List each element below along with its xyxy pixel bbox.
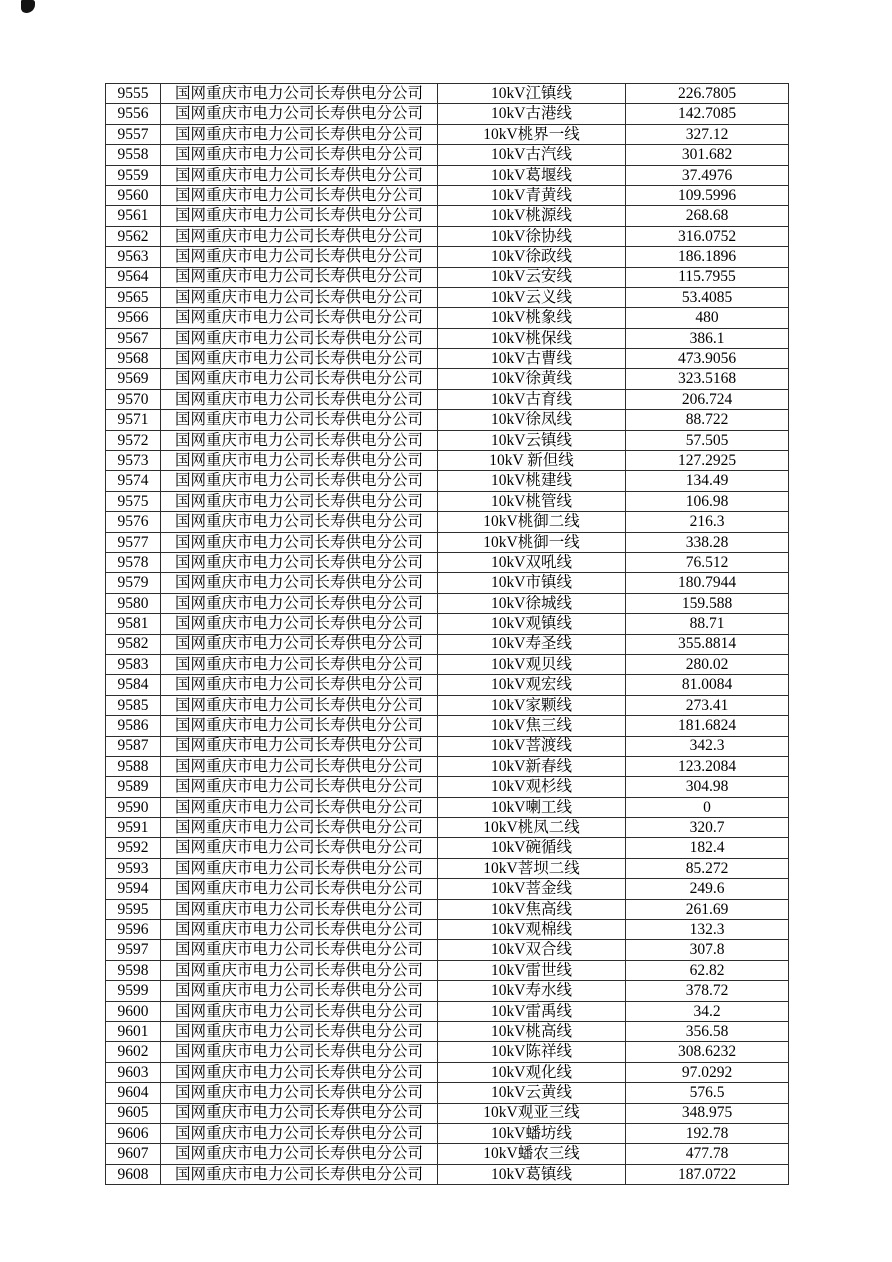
company-cell: 国网重庆市电力公司长寿供电分公司	[161, 84, 438, 104]
value-cell: 187.0722	[626, 1164, 789, 1184]
company-cell: 国网重庆市电力公司长寿供电分公司	[161, 634, 438, 654]
row-id-cell: 9581	[106, 614, 161, 634]
line-name-cell: 10kV云安线	[438, 267, 626, 287]
ink-mark-artifact	[21, 0, 35, 13]
row-id-cell: 9605	[106, 1103, 161, 1123]
row-id-cell: 9571	[106, 410, 161, 430]
table-row	[106, 1144, 789, 1164]
value-cell: 477.78	[626, 1144, 789, 1164]
line-name-cell: 10kV桃建线	[438, 471, 626, 491]
row-id-cell: 9566	[106, 308, 161, 328]
table-row	[106, 1062, 789, 1082]
company-cell: 国网重庆市电力公司长寿供电分公司	[161, 838, 438, 858]
company-cell: 国网重庆市电力公司长寿供电分公司	[161, 1001, 438, 1021]
value-cell: 134.49	[626, 471, 789, 491]
row-id-cell: 9608	[106, 1164, 161, 1184]
value-cell: 316.0752	[626, 226, 789, 246]
row-id-cell: 9601	[106, 1021, 161, 1041]
value-cell: 301.682	[626, 145, 789, 165]
value-cell: 115.7955	[626, 267, 789, 287]
line-name-cell: 10kV古港线	[438, 104, 626, 124]
company-cell: 国网重庆市电力公司长寿供电分公司	[161, 675, 438, 695]
company-cell: 国网重庆市电力公司长寿供电分公司	[161, 736, 438, 756]
line-name-cell: 10kV陈祥线	[438, 1042, 626, 1062]
line-name-cell: 10kV云黄线	[438, 1083, 626, 1103]
company-cell: 国网重庆市电力公司长寿供电分公司	[161, 389, 438, 409]
row-id-cell: 9579	[106, 573, 161, 593]
table-row	[106, 124, 789, 144]
line-name-cell: 10kV菩坝二线	[438, 858, 626, 878]
value-cell: 304.98	[626, 777, 789, 797]
row-id-cell: 9563	[106, 247, 161, 267]
value-cell: 307.8	[626, 940, 789, 960]
row-id-cell: 9603	[106, 1062, 161, 1082]
line-name-cell: 10kV菩金线	[438, 879, 626, 899]
table-row	[106, 1123, 789, 1143]
table-row	[106, 818, 789, 838]
line-name-cell: 10kV蟠农三线	[438, 1144, 626, 1164]
company-cell: 国网重庆市电力公司长寿供电分公司	[161, 552, 438, 572]
company-cell: 国网重庆市电力公司长寿供电分公司	[161, 695, 438, 715]
line-name-cell: 10kV焦高线	[438, 899, 626, 919]
row-id-cell: 9598	[106, 960, 161, 980]
table-row	[106, 1103, 789, 1123]
company-cell: 国网重庆市电力公司长寿供电分公司	[161, 593, 438, 613]
value-cell: 320.7	[626, 818, 789, 838]
company-cell: 国网重庆市电力公司长寿供电分公司	[161, 1144, 438, 1164]
row-id-cell: 9606	[106, 1123, 161, 1143]
line-name-cell: 10kV观棉线	[438, 920, 626, 940]
company-cell: 国网重庆市电力公司长寿供电分公司	[161, 1062, 438, 1082]
company-cell: 国网重庆市电力公司长寿供电分公司	[161, 165, 438, 185]
table-row	[106, 491, 789, 511]
row-id-cell: 9599	[106, 981, 161, 1001]
line-name-cell: 10kV葛堰线	[438, 165, 626, 185]
company-cell: 国网重庆市电力公司长寿供电分公司	[161, 614, 438, 634]
value-cell: 0	[626, 797, 789, 817]
line-name-cell: 10kV 新但线	[438, 451, 626, 471]
row-id-cell: 9567	[106, 328, 161, 348]
line-name-cell: 10kV家颗线	[438, 695, 626, 715]
company-cell: 国网重庆市电力公司长寿供电分公司	[161, 920, 438, 940]
row-id-cell: 9572	[106, 430, 161, 450]
table-row	[106, 614, 789, 634]
row-id-cell: 9600	[106, 1001, 161, 1021]
line-name-cell: 10kV桃管线	[438, 491, 626, 511]
company-cell: 国网重庆市电力公司长寿供电分公司	[161, 1164, 438, 1184]
value-cell: 576.5	[626, 1083, 789, 1103]
value-cell: 180.7944	[626, 573, 789, 593]
row-id-cell: 9582	[106, 634, 161, 654]
row-id-cell: 9585	[106, 695, 161, 715]
line-name-cell: 10kV桃高线	[438, 1021, 626, 1041]
line-name-cell: 10kV桃象线	[438, 308, 626, 328]
line-name-cell: 10kV徐黄线	[438, 369, 626, 389]
row-id-cell: 9602	[106, 1042, 161, 1062]
table-row	[106, 1083, 789, 1103]
company-cell: 国网重庆市电力公司长寿供电分公司	[161, 124, 438, 144]
table-row	[106, 104, 789, 124]
company-cell: 国网重庆市电力公司长寿供电分公司	[161, 451, 438, 471]
value-cell: 378.72	[626, 981, 789, 1001]
value-cell: 480	[626, 308, 789, 328]
value-cell: 261.69	[626, 899, 789, 919]
row-id-cell: 9584	[106, 675, 161, 695]
line-name-cell: 10kV桃源线	[438, 206, 626, 226]
line-name-cell: 10kV云镇线	[438, 430, 626, 450]
row-id-cell: 9583	[106, 654, 161, 674]
value-cell: 192.78	[626, 1123, 789, 1143]
table-row	[106, 858, 789, 878]
row-id-cell: 9587	[106, 736, 161, 756]
table-row	[106, 736, 789, 756]
company-cell: 国网重庆市电力公司长寿供电分公司	[161, 654, 438, 674]
table-row	[106, 165, 789, 185]
line-name-cell: 10kV观亚三线	[438, 1103, 626, 1123]
line-name-cell: 10kV观化线	[438, 1062, 626, 1082]
company-cell: 国网重庆市电力公司长寿供电分公司	[161, 226, 438, 246]
table-row	[106, 349, 789, 369]
company-cell: 国网重庆市电力公司长寿供电分公司	[161, 573, 438, 593]
row-id-cell: 9604	[106, 1083, 161, 1103]
row-id-cell: 9558	[106, 145, 161, 165]
value-cell: 34.2	[626, 1001, 789, 1021]
table-row	[106, 532, 789, 552]
table-row	[106, 369, 789, 389]
table-row	[106, 308, 789, 328]
line-name-cell: 10kV青黄线	[438, 185, 626, 205]
table-row	[106, 797, 789, 817]
row-id-cell: 9595	[106, 899, 161, 919]
row-id-cell: 9568	[106, 349, 161, 369]
company-cell: 国网重庆市电力公司长寿供电分公司	[161, 328, 438, 348]
row-id-cell: 9574	[106, 471, 161, 491]
line-name-cell: 10kV古曹线	[438, 349, 626, 369]
row-id-cell: 9556	[106, 104, 161, 124]
value-cell: 323.5168	[626, 369, 789, 389]
value-cell: 76.512	[626, 552, 789, 572]
company-cell: 国网重庆市电力公司长寿供电分公司	[161, 532, 438, 552]
company-cell: 国网重庆市电力公司长寿供电分公司	[161, 899, 438, 919]
table-row	[106, 634, 789, 654]
value-cell: 249.6	[626, 879, 789, 899]
line-name-cell: 10kV双吼线	[438, 552, 626, 572]
company-cell: 国网重庆市电力公司长寿供电分公司	[161, 879, 438, 899]
row-id-cell: 9590	[106, 797, 161, 817]
table-row	[106, 247, 789, 267]
table-row	[106, 899, 789, 919]
row-id-cell: 9591	[106, 818, 161, 838]
table-row	[106, 920, 789, 940]
company-cell: 国网重庆市电力公司长寿供电分公司	[161, 960, 438, 980]
row-id-cell: 9594	[106, 879, 161, 899]
row-id-cell: 9577	[106, 532, 161, 552]
company-cell: 国网重庆市电力公司长寿供电分公司	[161, 308, 438, 328]
line-name-cell: 10kV双合线	[438, 940, 626, 960]
row-id-cell: 9580	[106, 593, 161, 613]
company-cell: 国网重庆市电力公司长寿供电分公司	[161, 512, 438, 532]
table-row	[106, 1021, 789, 1041]
company-cell: 国网重庆市电力公司长寿供电分公司	[161, 797, 438, 817]
value-cell: 53.4085	[626, 287, 789, 307]
table-row	[106, 675, 789, 695]
table-row	[106, 838, 789, 858]
row-id-cell: 9561	[106, 206, 161, 226]
value-cell: 88.71	[626, 614, 789, 634]
company-cell: 国网重庆市电力公司长寿供电分公司	[161, 267, 438, 287]
company-cell: 国网重庆市电力公司长寿供电分公司	[161, 858, 438, 878]
value-cell: 97.0292	[626, 1062, 789, 1082]
table-row	[106, 960, 789, 980]
row-id-cell: 9557	[106, 124, 161, 144]
line-name-cell: 10kV桃界一线	[438, 124, 626, 144]
value-cell: 206.724	[626, 389, 789, 409]
row-id-cell: 9586	[106, 716, 161, 736]
company-cell: 国网重庆市电力公司长寿供电分公司	[161, 145, 438, 165]
row-id-cell: 9565	[106, 287, 161, 307]
value-cell: 81.0084	[626, 675, 789, 695]
row-id-cell: 9576	[106, 512, 161, 532]
table-row	[106, 451, 789, 471]
table-row	[106, 695, 789, 715]
row-id-cell: 9607	[106, 1144, 161, 1164]
value-cell: 342.3	[626, 736, 789, 756]
row-id-cell: 9569	[106, 369, 161, 389]
line-name-cell: 10kV市镇线	[438, 573, 626, 593]
row-id-cell: 9597	[106, 940, 161, 960]
value-cell: 226.7805	[626, 84, 789, 104]
table-row	[106, 267, 789, 287]
value-cell: 280.02	[626, 654, 789, 674]
line-name-cell: 10kV江镇线	[438, 84, 626, 104]
table-row	[106, 756, 789, 776]
table-row	[106, 471, 789, 491]
value-cell: 37.4976	[626, 165, 789, 185]
value-cell: 355.8814	[626, 634, 789, 654]
table-row	[106, 777, 789, 797]
company-cell: 国网重庆市电力公司长寿供电分公司	[161, 1021, 438, 1041]
line-name-cell: 10kV徐城线	[438, 593, 626, 613]
row-id-cell: 9570	[106, 389, 161, 409]
company-cell: 国网重庆市电力公司长寿供电分公司	[161, 940, 438, 960]
line-name-cell: 10kV观镇线	[438, 614, 626, 634]
row-id-cell: 9589	[106, 777, 161, 797]
row-id-cell: 9593	[106, 858, 161, 878]
value-cell: 273.41	[626, 695, 789, 715]
company-cell: 国网重庆市电力公司长寿供电分公司	[161, 981, 438, 1001]
row-id-cell: 9578	[106, 552, 161, 572]
company-cell: 国网重庆市电力公司长寿供电分公司	[161, 185, 438, 205]
value-cell: 142.7085	[626, 104, 789, 124]
line-name-cell: 10kV寿水线	[438, 981, 626, 1001]
company-cell: 国网重庆市电力公司长寿供电分公司	[161, 247, 438, 267]
line-name-cell: 10kV古育线	[438, 389, 626, 409]
company-cell: 国网重庆市电力公司长寿供电分公司	[161, 206, 438, 226]
value-cell: 327.12	[626, 124, 789, 144]
table-body	[106, 84, 789, 1185]
row-id-cell: 9596	[106, 920, 161, 940]
value-cell: 386.1	[626, 328, 789, 348]
value-cell: 85.272	[626, 858, 789, 878]
line-name-cell: 10kV菩渡线	[438, 736, 626, 756]
value-cell: 127.2925	[626, 451, 789, 471]
company-cell: 国网重庆市电力公司长寿供电分公司	[161, 410, 438, 430]
company-cell: 国网重庆市电力公司长寿供电分公司	[161, 287, 438, 307]
line-name-cell: 10kV寿圣线	[438, 634, 626, 654]
table-row	[106, 593, 789, 613]
line-name-cell: 10kV徐协线	[438, 226, 626, 246]
line-name-cell: 10kV桃御二线	[438, 512, 626, 532]
line-name-cell: 10kV桃凤二线	[438, 818, 626, 838]
company-cell: 国网重庆市电力公司长寿供电分公司	[161, 777, 438, 797]
value-cell: 348.975	[626, 1103, 789, 1123]
line-name-cell: 10kV古汽线	[438, 145, 626, 165]
row-id-cell: 9564	[106, 267, 161, 287]
line-name-cell: 10kV碗循线	[438, 838, 626, 858]
table-row	[106, 879, 789, 899]
company-cell: 国网重庆市电力公司长寿供电分公司	[161, 369, 438, 389]
table-row	[106, 1001, 789, 1021]
company-cell: 国网重庆市电力公司长寿供电分公司	[161, 349, 438, 369]
line-name-cell: 10kV徐政线	[438, 247, 626, 267]
value-cell: 473.9056	[626, 349, 789, 369]
value-cell: 338.28	[626, 532, 789, 552]
row-id-cell: 9559	[106, 165, 161, 185]
table-row	[106, 552, 789, 572]
line-name-cell: 10kV观杉线	[438, 777, 626, 797]
value-cell: 123.2084	[626, 756, 789, 776]
company-cell: 国网重庆市电力公司长寿供电分公司	[161, 104, 438, 124]
table-row	[106, 654, 789, 674]
table-row	[106, 84, 789, 104]
line-name-cell: 10kV雷世线	[438, 960, 626, 980]
row-id-cell: 9555	[106, 84, 161, 104]
line-name-cell: 10kV观贝线	[438, 654, 626, 674]
company-cell: 国网重庆市电力公司长寿供电分公司	[161, 1083, 438, 1103]
table-row	[106, 185, 789, 205]
table-row	[106, 1042, 789, 1062]
value-cell: 308.6232	[626, 1042, 789, 1062]
table-row	[106, 226, 789, 246]
table-row	[106, 940, 789, 960]
row-id-cell: 9592	[106, 838, 161, 858]
company-cell: 国网重庆市电力公司长寿供电分公司	[161, 1103, 438, 1123]
value-cell: 106.98	[626, 491, 789, 511]
value-cell: 216.3	[626, 512, 789, 532]
line-name-cell: 10kV云义线	[438, 287, 626, 307]
table-row	[106, 573, 789, 593]
table-row	[106, 981, 789, 1001]
table-row	[106, 287, 789, 307]
line-name-cell: 10kV蟠坊线	[438, 1123, 626, 1143]
table-row	[106, 328, 789, 348]
company-cell: 国网重庆市电力公司长寿供电分公司	[161, 756, 438, 776]
value-cell: 57.505	[626, 430, 789, 450]
company-cell: 国网重庆市电力公司长寿供电分公司	[161, 716, 438, 736]
line-name-cell: 10kV雷禹线	[438, 1001, 626, 1021]
company-cell: 国网重庆市电力公司长寿供电分公司	[161, 430, 438, 450]
table-row	[106, 145, 789, 165]
value-cell: 268.68	[626, 206, 789, 226]
value-cell: 356.58	[626, 1021, 789, 1041]
company-cell: 国网重庆市电力公司长寿供电分公司	[161, 1123, 438, 1143]
line-name-cell: 10kV葛镇线	[438, 1164, 626, 1184]
value-cell: 181.6824	[626, 716, 789, 736]
value-cell: 62.82	[626, 960, 789, 980]
line-name-cell: 10kV观宏线	[438, 675, 626, 695]
value-cell: 88.722	[626, 410, 789, 430]
table-row	[106, 206, 789, 226]
line-name-cell: 10kV徐凤线	[438, 410, 626, 430]
value-cell: 109.5996	[626, 185, 789, 205]
table-row	[106, 512, 789, 532]
company-cell: 国网重庆市电力公司长寿供电分公司	[161, 818, 438, 838]
company-cell: 国网重庆市电力公司长寿供电分公司	[161, 471, 438, 491]
line-name-cell: 10kV桃御一线	[438, 532, 626, 552]
line-name-cell: 10kV新春线	[438, 756, 626, 776]
row-id-cell: 9573	[106, 451, 161, 471]
value-cell: 132.3	[626, 920, 789, 940]
company-cell: 国网重庆市电力公司长寿供电分公司	[161, 1042, 438, 1062]
power-line-table	[105, 83, 789, 1185]
table-row	[106, 430, 789, 450]
company-cell: 国网重庆市电力公司长寿供电分公司	[161, 491, 438, 511]
row-id-cell: 9560	[106, 185, 161, 205]
row-id-cell: 9588	[106, 756, 161, 776]
table-row	[106, 1164, 789, 1184]
value-cell: 182.4	[626, 838, 789, 858]
line-name-cell: 10kV焦三线	[438, 716, 626, 736]
line-name-cell: 10kV喇工线	[438, 797, 626, 817]
table-row	[106, 410, 789, 430]
line-name-cell: 10kV桃保线	[438, 328, 626, 348]
value-cell: 186.1896	[626, 247, 789, 267]
table-row	[106, 716, 789, 736]
row-id-cell: 9575	[106, 491, 161, 511]
value-cell: 159.588	[626, 593, 789, 613]
row-id-cell: 9562	[106, 226, 161, 246]
table-row	[106, 389, 789, 409]
